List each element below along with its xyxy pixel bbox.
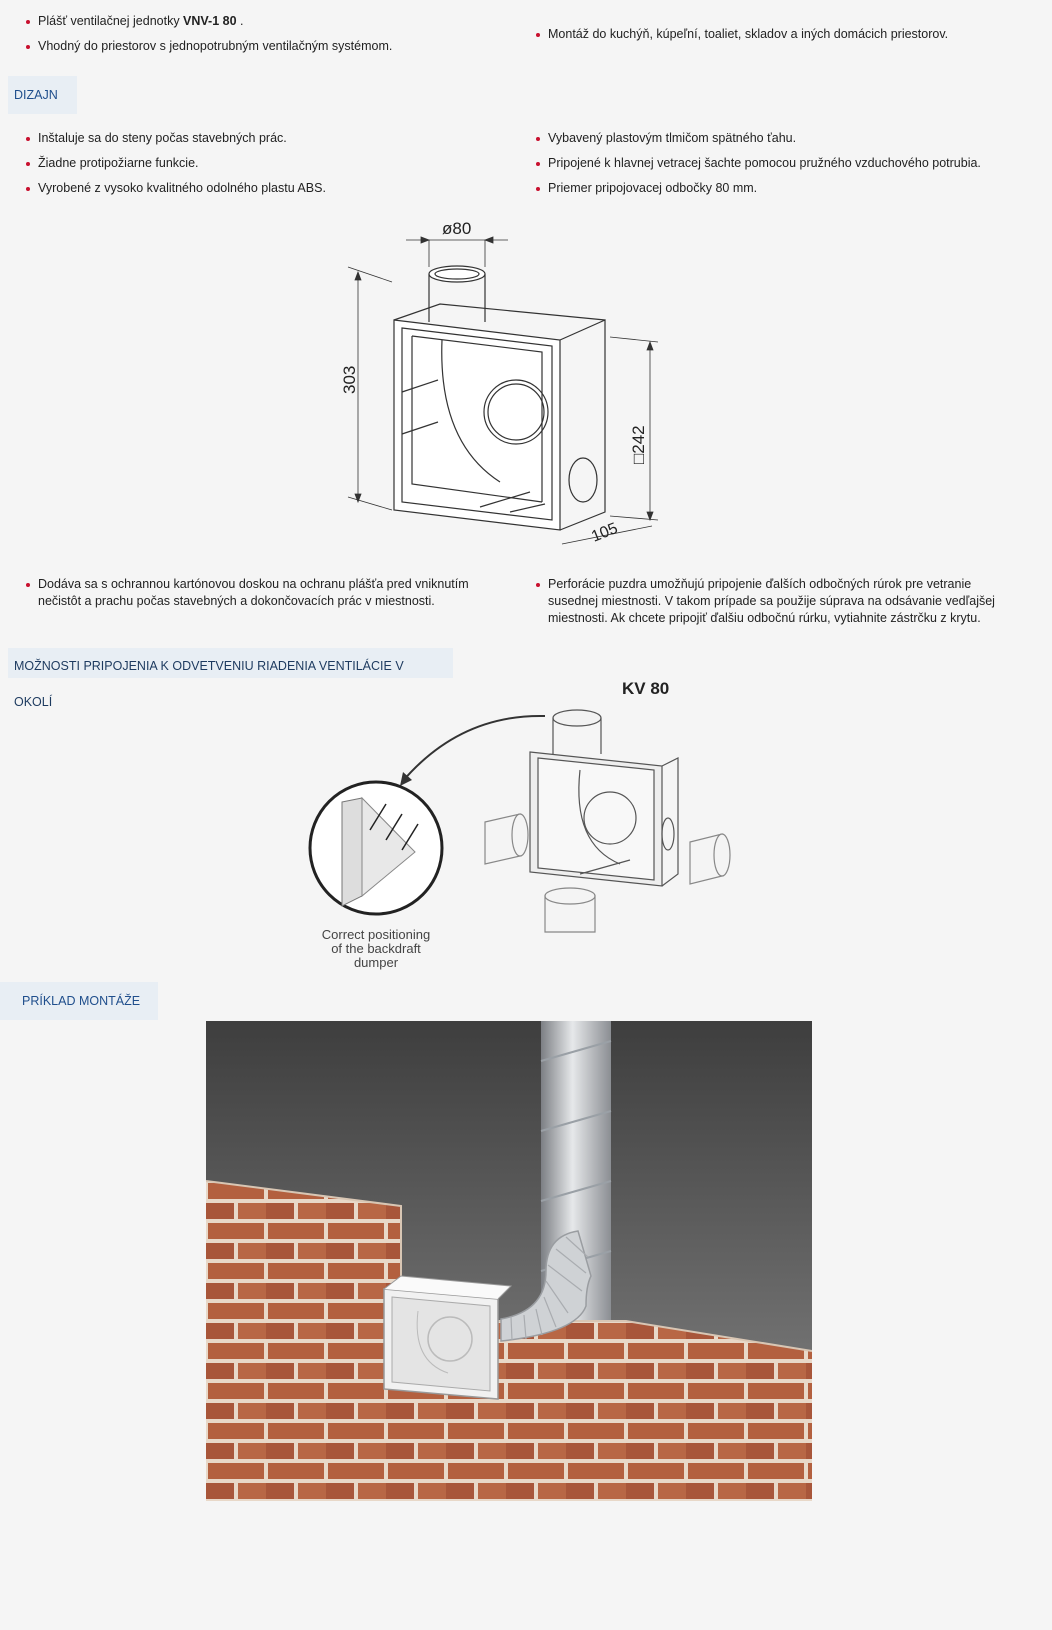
intro-item-1 [8, 13, 508, 30]
note-item-1: Dodáva sa s ochrannou kartónovou doskou na ochranu plášťa pred vniknutím nečistôt a prachu počas stavebných a dokončovacích prác v miestnosti. [8, 576, 478, 610]
caption-line-3: dumper [353, 955, 399, 970]
dim-height-label: 303 [340, 365, 359, 394]
intro-item-1-suffix: . [236, 14, 244, 28]
accessories-drawing [290, 674, 760, 974]
design-list-right [518, 130, 1038, 205]
notes-list-left [8, 576, 478, 618]
design-item-6: Priemer pripojovacej odbočky 80 mm. [518, 180, 1038, 197]
intro-item-1-text: Plášť ventilačnej jednotky [38, 14, 184, 28]
dim-diameter-label: ø80 [442, 219, 472, 238]
intro-item-3: Montáž do kuchýň, kúpeľní, toaliet, skladov a iných domácich priestorov. [518, 26, 1038, 43]
design-item-3: Vyrobené z vysoko kvalitného odolného plastu ABS. [8, 180, 508, 197]
design-item-1: Inštaluje sa do steny počas stavebných prác. [8, 130, 508, 147]
design-item-5: Pripojené k hlavnej vetracej šachte pomocou pružného vzduchového potrubia. [518, 155, 1038, 172]
design-item-2: Žiadne protipožiarne funkcie. [8, 155, 508, 172]
design-list-left [8, 130, 508, 205]
options-heading: MOŽNOSTI PRIPOJENIA K ODVETVENIU RIADENIA VENTILÁCIE V OKOLÍ [8, 648, 453, 678]
caption-line-2: of the backdraft [331, 941, 421, 956]
notes-list-right [518, 576, 1014, 635]
dimension-drawing [330, 212, 670, 552]
note-item-2: Perforácie puzdra umožňujú pripojenie ďalších odbočných rúrok pre vetranie susednej miestnosti. V takom prípade sa použije súprava na odsávanie vedľajšej miestnosti. Ak chcete pripojiť ďalšiu odbočnú rúrku, vytiahnite zástrčku z krytu. [518, 576, 1014, 627]
example-heading: PRÍKLAD MONTÁŽE [0, 982, 158, 1020]
intro-item-2: Vhodný do priestorov s jednopotrubným ventilačným systémom. [8, 38, 508, 55]
design-item-4: Vybavený plastovým tlmičom spätného ťahu. [518, 130, 1038, 147]
intro-list-right [518, 26, 1038, 51]
intro-list-left [8, 13, 508, 63]
installation-illustration [206, 1021, 812, 1501]
dim-square-label: □242 [629, 425, 648, 464]
dim-depth-label: 105 [589, 519, 621, 546]
product-code: VNV-1 80 [183, 14, 237, 28]
caption-line-1: Correct positioning [321, 927, 431, 942]
kit-label: KV 80 [622, 679, 670, 698]
design-heading: DIZAJN [8, 76, 77, 114]
